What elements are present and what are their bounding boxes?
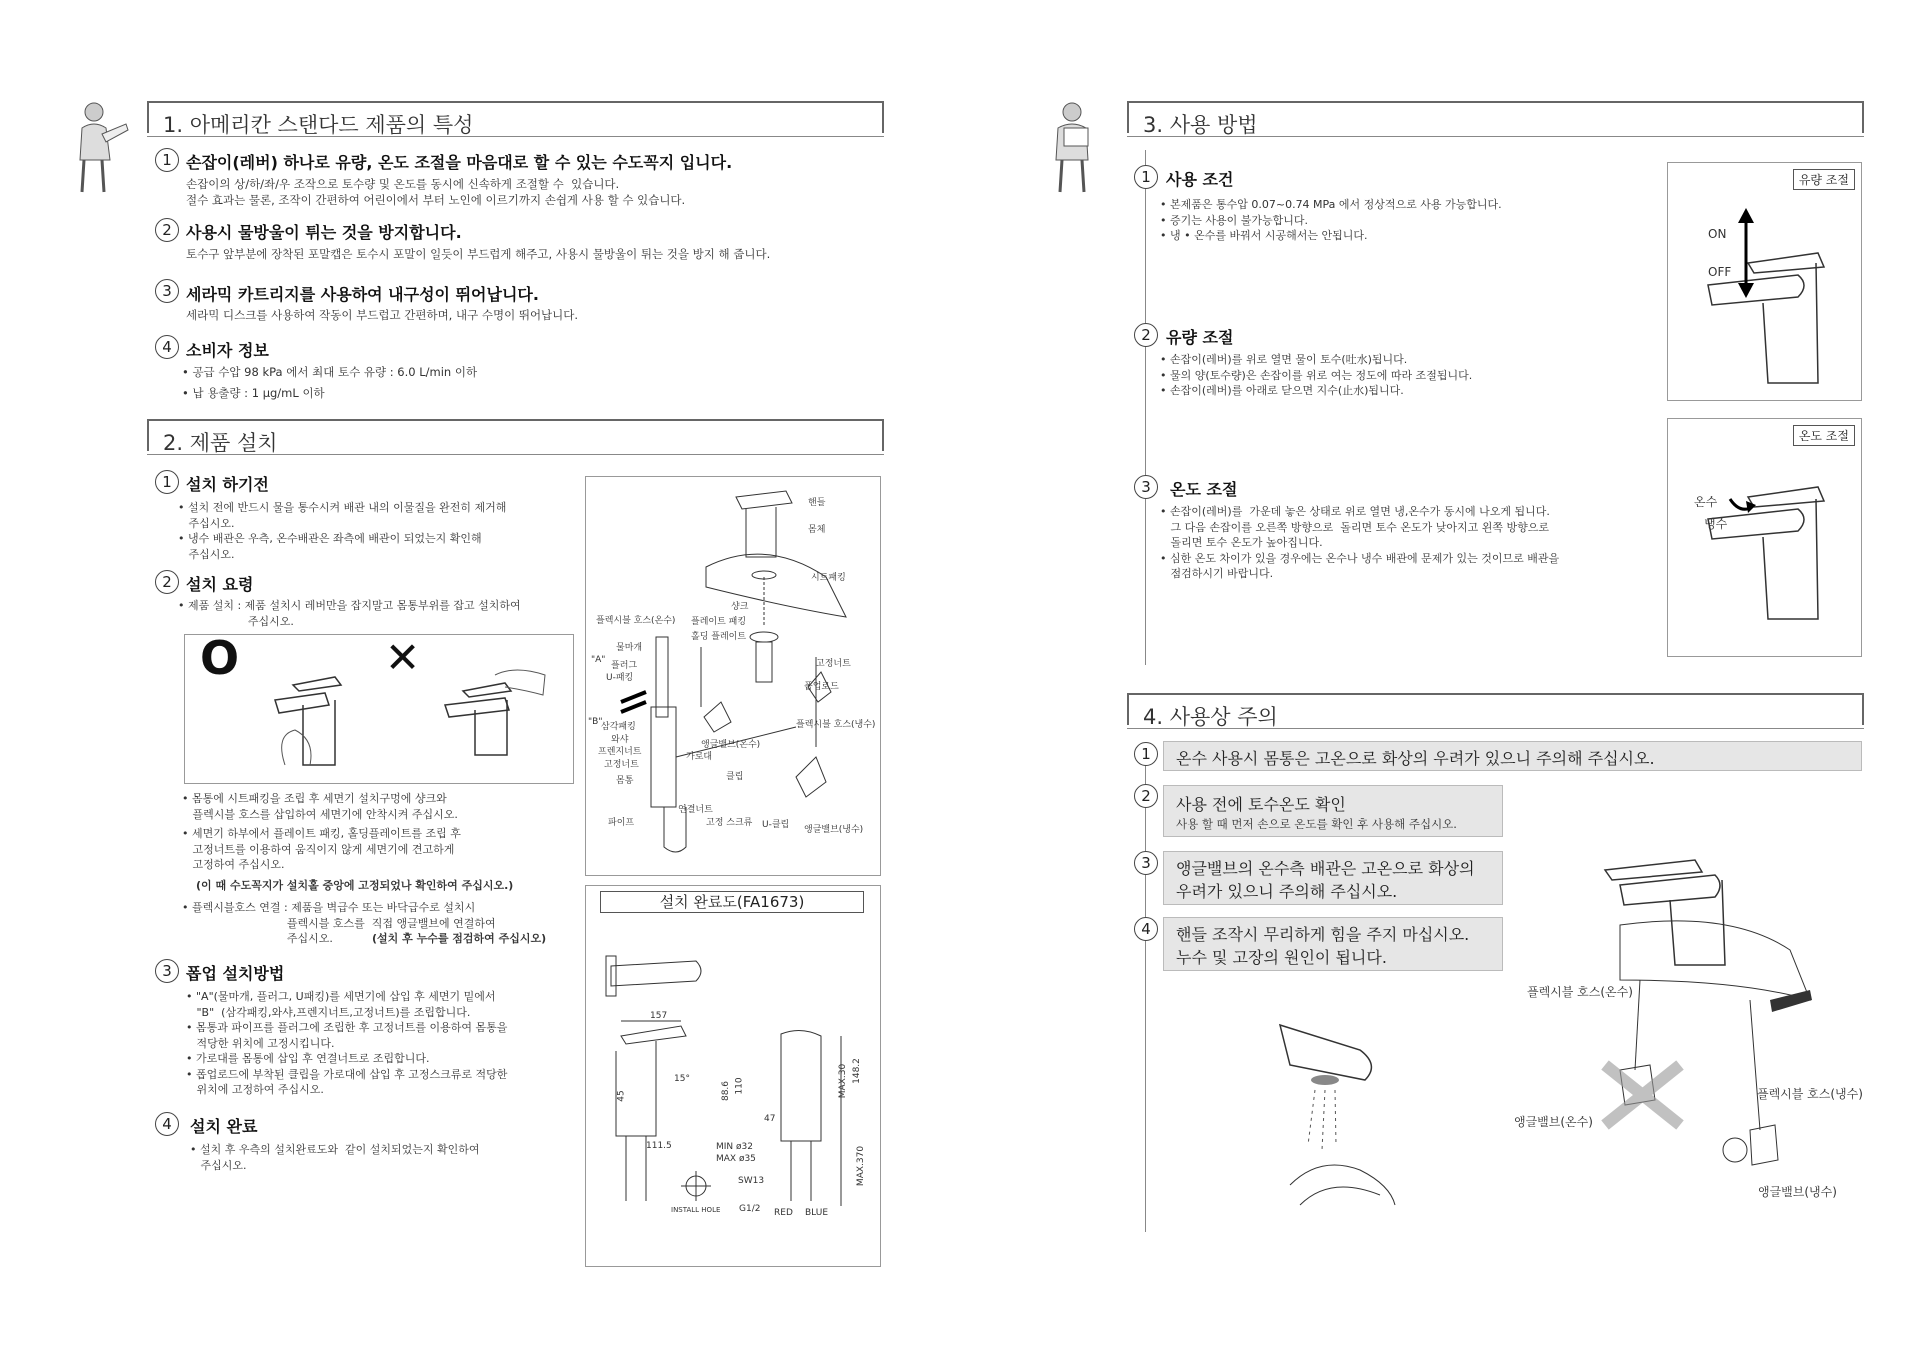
caution-box — [1163, 851, 1503, 905]
dimension-label: MAX.370 — [856, 1145, 867, 1187]
temperature-control-figure — [1667, 418, 1862, 657]
hot-label: 온수 — [1694, 495, 1718, 509]
caution-box — [1163, 917, 1503, 971]
hot-hose-label: 플렉시블 호스(온수) — [1527, 985, 1633, 999]
dimension-label: 111.5 — [646, 1141, 672, 1151]
step-number: 1 — [155, 470, 179, 494]
usage-step-text: • 손잡이(레버)를 가운데 놓은 상태로 위로 열면 냉,온수가 동시에 나오게 됩니다. 그 다음 손잡이를 오른쪽 방향으로 돌리면 토수 온도가 낮아지고 왼쪽 방향으로 돌리면 토수 온도가 높아집니다. • 심한 온도 차이가 있을 경우에는 온수나 냉수 배관에 문제가 있는 것이므로 배관을 점검하시기 바랍니다. — [1160, 505, 1560, 580]
dimension-label: 110 — [734, 1077, 745, 1095]
parts-exploded-diagram — [585, 476, 881, 876]
part-label: 고정 스크류 — [706, 818, 753, 828]
part-label: 플렉시블 호스(온수) — [596, 616, 676, 626]
step-number: 4 — [1134, 917, 1158, 941]
usage-step-text: • 손잡이(레버)를 위로 열면 물이 토수(吐水)됩니다. • 물의 양(토수량)은 손잡이를 위로 여는 정도에 따라 조절됩니다. • 손잡이(레버)를 아래로 닫으면 지수(止水)됩니다. — [1160, 353, 1473, 397]
part-label: "B" — [588, 717, 603, 727]
part-label: 고정너트 — [816, 659, 851, 669]
part-label: 몸체 — [808, 525, 826, 535]
install-step-title: 폽업 설치방법 — [186, 964, 285, 983]
feature-title: 소비자 정보 — [186, 341, 269, 360]
step-number: 4 — [155, 1112, 179, 1136]
install-note-bold: (설치 후 누수를 점검하여 주십시오) — [372, 932, 547, 945]
faucet-hand-correct-icon — [255, 655, 365, 775]
install-step-text: • 플렉시블호스 연결 : 제품을 벽급수 또는 바닥급수로 설치시 플렉시블 호스를 직접 앵글밸브에 연결하여 주십시오. — [182, 901, 496, 945]
step-number: 3 — [155, 959, 179, 983]
dimension-label: INSTALL HOLE — [671, 1206, 721, 1214]
step-number: 4 — [155, 335, 179, 359]
part-label: 플렉시블 호스(냉수) — [796, 720, 876, 730]
hand-washing-illustration-icon — [1230, 1005, 1430, 1230]
dimension-label: BLUE — [805, 1208, 829, 1218]
install-step-title: 설치 하기전 — [186, 475, 269, 494]
feature-title: 세라믹 카트리지를 사용하여 내구성이 뛰어납니다. — [186, 285, 539, 304]
usage-step-title: 온도 조절 — [1170, 480, 1238, 499]
step-number: 3 — [1134, 851, 1158, 875]
part-label: U-클립 — [762, 820, 790, 830]
dimension-label: SW13 — [738, 1176, 765, 1186]
consumer-info-line: • 납 용출량 : 1 μg/mL 이하 — [182, 386, 325, 400]
part-label: 앵글밸브(온수) — [701, 740, 761, 750]
consumer-info-line: • 공급 수압 98 kPa 에서 최대 토수 유량 : 6.0 L/min 이하 — [182, 365, 478, 379]
feature-text: 손잡이의 상/하/좌/우 조작으로 토수량 및 온도를 동시에 신속하게 조절할 수 있습니다. 절수 효과는 물론, 조작이 간편하여 어린이에서 부터 노인에 이르기까지 손쉽게 사용 할 수 있습니다. — [186, 177, 686, 207]
flow-control-figure — [1667, 162, 1862, 401]
step-number: 2 — [155, 570, 179, 594]
install-method-figure — [184, 631, 574, 784]
dimension-label: 88.6 — [721, 1080, 732, 1102]
caution-text: 앵글밸브의 온수측 배관은 고온으로 화상의 — [1176, 859, 1475, 878]
usage-step-title: 유량 조절 — [1166, 328, 1234, 347]
part-label: 플러그 — [611, 661, 638, 671]
part-label: 샹크 — [731, 602, 749, 612]
usage-step-title: 사용 조건 — [1166, 170, 1234, 189]
section-3-title: 3. 사용 방법 — [1143, 113, 1258, 137]
usage-step-text: • 본제품은 통수압 0.07~0.74 MPa 에서 정상적으로 사용 가능합니다. • 증기는 사용이 불가능합니다. • 냉 • 온수를 바꿔서 시공해서는 안됩니다. — [1160, 198, 1502, 242]
dimension-label: 148.2 — [851, 1058, 862, 1084]
install-step-text: • 설치 전에 반드시 물을 통수시켜 배관 내의 이물질을 완전히 제거해 주십시오. • 냉수 배관은 우측, 온수배관은 좌측에 배관이 되었는지 확인해 주십시오. — [178, 501, 507, 561]
install-step-text: • "A"(물마개, 플러그, U패킹)를 세면기에 삽입 후 세면기 밑에서 "B" (삼각패킹,와샤,프렌지너트,고정너트)를 조립합니다. • 몸통과 파이프를 플러그에 조립한 후 고정너트를 이용하여 몸통을 적당한 위치에 고정시킵니다. • 가로대를 몸통에 삽입 후 연결너트로 조립합니다. • 폽업로드에 부착된 클립을 가로대에 삽입 후 고정스크류로 적당한 위치에 고정하여 주십시오. — [186, 990, 508, 1096]
faucet-valve-caution-illustration-icon — [1520, 830, 1865, 1215]
install-step-text: • 설치 후 우측의 설치완료도와 같이 설치되었는지 확인하여 주십시오. — [190, 1143, 480, 1172]
cold-label: 냉수 — [1704, 517, 1728, 531]
part-label: 물마개 — [616, 643, 643, 653]
part-label: 가로대 — [686, 752, 713, 762]
wrong-mark: ✕ — [385, 633, 421, 682]
dimension-label: 45 — [616, 1090, 627, 1102]
part-label: 파이프 — [608, 818, 635, 828]
feature-text: 토수구 앞부분에 장착된 포말캡은 토수시 포말이 일듯이 부드럽게 해주고, 사용시 물방울이 튀는 것을 방지 해 줍니다. — [186, 247, 771, 261]
section-4-title: 4. 사용상 주의 — [1143, 705, 1278, 729]
step-number: 3 — [1134, 475, 1158, 499]
caution-box — [1163, 785, 1503, 837]
part-label: "A" — [591, 655, 606, 665]
dimension-label: G1/2 — [739, 1204, 761, 1214]
part-label: 앵글밸브(냉수) — [804, 825, 864, 835]
temperature-control-tag: 온도 조절 — [1793, 425, 1855, 446]
instructor-illustration-icon — [72, 100, 132, 195]
on-label: ON — [1708, 227, 1727, 241]
install-note-bold: (이 때 수도꼭지가 설치홀 중앙에 고정되었나 확인하여 주십시오.) — [196, 879, 514, 892]
caution-text: 온수 사용시 몸통은 고온으로 화상의 우려가 있으니 주의해 주십시오. — [1176, 749, 1655, 768]
faucet-temperature-icon — [1668, 419, 1861, 656]
section-4-header — [1127, 693, 1864, 729]
caution-text: 우려가 있으니 주의해 주십시오. — [1176, 882, 1398, 901]
section-1-title: 1. 아메리칸 스탠다드 제품의 특성 — [163, 113, 474, 137]
part-label: 클립 — [726, 772, 744, 782]
feature-title: 사용시 물방울이 튀는 것을 방지합니다. — [186, 223, 462, 242]
caution-text: 누수 및 고장의 원인이 됩니다. — [1176, 948, 1387, 967]
part-label: 플레이트 패킹 — [691, 617, 747, 627]
instructor-illustration-icon — [1042, 100, 1102, 195]
dimension-label: 47 — [764, 1114, 776, 1124]
caution-text: 사용 전에 토수온도 확인 — [1176, 795, 1346, 814]
step-number: 1 — [155, 148, 179, 172]
cold-valve-label: 앵글밸브(냉수) — [1758, 1185, 1837, 1199]
part-label: 삼각패킹 — [601, 722, 636, 732]
faucet-hand-wrong-icon — [435, 655, 555, 765]
dimension-label: MIN ø32 — [716, 1142, 753, 1152]
caution-box — [1163, 741, 1862, 771]
section-4-border — [1145, 750, 1146, 1232]
caution-subtext: 사용 할 때 먼저 손으로 온도를 확인 후 사용해 주십시오. — [1176, 817, 1457, 831]
section-3-border — [1145, 150, 1146, 665]
section-2-header — [147, 419, 884, 455]
hot-valve-label: 앵글밸브(온수) — [1514, 1115, 1593, 1129]
part-label: U-패킹 — [606, 673, 634, 683]
section-2-title: 2. 제품 설치 — [163, 431, 278, 455]
dimension-label: 15° — [674, 1074, 690, 1084]
completion-title: 설치 완료도(FA1673) — [600, 891, 864, 913]
install-completion-diagram — [585, 885, 881, 1267]
part-label: 홀딩 플레이트 — [691, 632, 747, 642]
step-number: 2 — [155, 218, 179, 242]
part-label: 연결너트 — [678, 805, 713, 815]
dimension-label: 157 — [650, 1011, 668, 1021]
part-label: 폽업로드 — [804, 682, 839, 692]
part-label: 와샤 — [611, 735, 629, 745]
feature-text: 세라믹 디스크를 사용하여 작동이 부드럽고 간편하며, 내구 수명이 뛰어납니다. — [186, 308, 579, 322]
install-step-text: • 제품 설치 : 제품 설치시 레버만을 잡지말고 몸통부위를 잡고 설치하여 주십시오. — [178, 599, 521, 628]
step-number: 1 — [1134, 742, 1158, 766]
feature-title: 손잡이(레버) 하나로 유량, 온도 조절을 마음대로 할 수 있는 수도꼭지 입니다. — [186, 153, 733, 172]
cold-hose-label: 플렉시블 호스(냉수) — [1757, 1087, 1863, 1101]
dimension-label: MAX ø35 — [716, 1154, 756, 1164]
part-label: 프렌지너트 — [598, 747, 642, 757]
step-number: 1 — [1134, 165, 1158, 189]
install-step-title: 설치 완료 — [190, 1117, 258, 1136]
flow-control-tag: 유량 조절 — [1793, 169, 1855, 190]
part-label: 시트패킹 — [811, 573, 846, 583]
off-label: OFF — [1708, 265, 1732, 279]
step-number: 2 — [1134, 323, 1158, 347]
dimension-label: MAX.30 — [838, 1063, 849, 1099]
faucet-flow-icon — [1668, 163, 1861, 400]
step-number: 3 — [155, 279, 179, 303]
section-1-header — [147, 101, 884, 137]
section-3-header — [1127, 101, 1864, 137]
correct-mark: O — [200, 631, 240, 685]
caution-text: 핸들 조작시 무리하게 힘을 주지 마십시오. — [1176, 925, 1470, 944]
part-label: 핸들 — [808, 498, 826, 508]
part-label: 몸통 — [616, 776, 634, 786]
dimension-label: RED — [774, 1208, 793, 1218]
install-step-text: • 세면기 하부에서 플레이트 패킹, 홀딩플레이트를 조립 후 고정너트를 이용하여 움직이지 않게 세면기에 견고하게 고정하여 주십시오. — [182, 827, 461, 871]
install-step-text: • 몸통에 시트패킹을 조립 후 세면기 설치구멍에 샹크와 플렉시블 호스를 삽입하여 세면기에 안착시켜 주십시오. — [182, 792, 458, 821]
install-step-title: 설치 요령 — [186, 575, 254, 594]
part-label: 고정너트 — [604, 760, 639, 770]
step-number: 2 — [1134, 784, 1158, 808]
dimension-drawing-icon — [586, 886, 880, 1266]
